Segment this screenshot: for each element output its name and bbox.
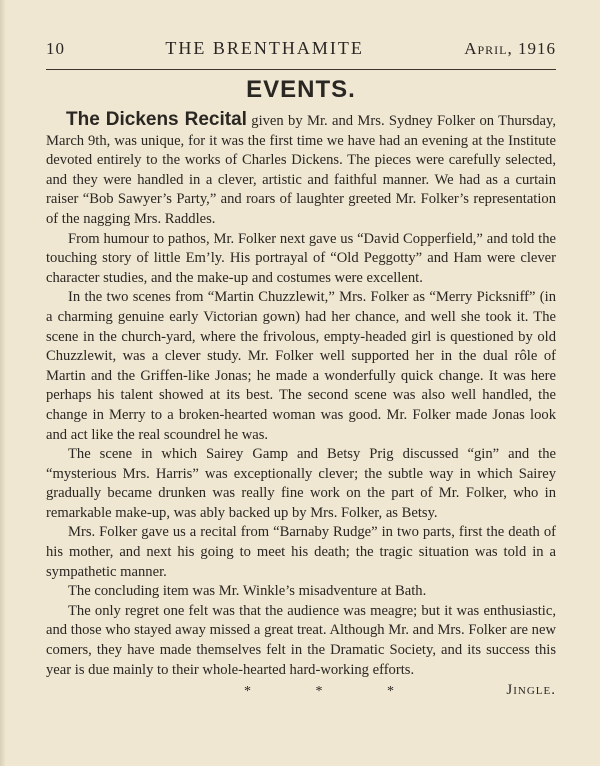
page-edge-shadow: [0, 0, 6, 766]
article-paragraph: From humour to pathos, Mr. Folker next gave us “David Copperfield,” and told the touching story of little Em’ly. His portrayal of “Old Peggotty” and Ham were clever character studies, and the make-up and costumes were excellent.: [46, 230, 556, 286]
article-paragraph: The concluding item was Mr. Winkle’s misadventure at Bath.: [68, 583, 427, 600]
author-signature: Jingle.: [506, 682, 556, 699]
article-footer: [46, 682, 556, 704]
article-lead-title: The Dickens Recital: [66, 109, 247, 130]
separator-star: *: [244, 684, 251, 700]
header-rule: [46, 69, 556, 70]
masthead-title: THE BRENTHAMITE: [165, 38, 364, 58]
paragraph-text: given by Mr. and Mrs. Sydney Folker on Thursday, March 9th, was unique, for it was the first time we have had an evening at the Institute devoted entirely to the works of Charles Dickens. The pieces were carefully selected, and they were handled in a clever, artistic and faithful manner. We had as a curtain raiser “Bob Sawyer’s Party,” and roars of laughter greeted Mr. Folker’s representation of the nagging Mrs. Raddles.: [46, 113, 556, 227]
article-paragraph: The only regret one felt was that the audience was meagre; but it was enthusiastic, and those who stayed away missed a great treat. Although Mr. and Mrs. Folker are new comers, they have made themselves felt in the Dramatic Society, and its success this year is due mainly to their whole-hearted hard-working efforts.: [46, 602, 556, 678]
section-title: EVENTS.: [246, 76, 356, 103]
separator-star: *: [387, 684, 394, 700]
section-separator: [244, 684, 394, 700]
article-paragraph: [46, 110, 556, 230]
article-paragraph: Mrs. Folker gave us a recital from “Barnaby Rudge” in two parts, first the death of his mother, and next his going to meet his death; the tragic situation was told in a sympathetic manner.: [46, 524, 556, 580]
article-body: [46, 110, 556, 680]
running-head: [46, 38, 556, 59]
article-paragraph: The scene in which Sairey Gamp and Betsy Prig discussed “gin” and the “mysterious Mrs. Harris” was exceptionally clever; the subtle way in which Sairey gradually became drunken was really fine work on the part of Mr. Folker, who in remarkable make-up, was ably backed up by Mrs. Folker, as Betsy.: [46, 446, 556, 521]
page-number: 10: [46, 39, 65, 58]
separator-star: *: [315, 684, 323, 700]
article-paragraph: In the two scenes from “Martin Chuzzlewit,” Mrs. Folker as “Merry Picksniff” (in a charming genuine early Victorian gown) had her chance, and well she took it. The scene in the church-yard, where the frivolous, empty-headed girl is questioned by old Chuzzlewit, was a clever study. Mr. Folker well supported her in the dual rôle of Martin and the Griffen-like Jonas; he made a wonderfully quick change. It was here perhaps his talent showed at its best. The second scene was also well handled, the change in Merry to a broken-hearted woman was good. Mr. Folker made Jonas look and act like the real scoundrel he was.: [46, 289, 556, 443]
issue-date: April, 1916: [464, 39, 556, 58]
